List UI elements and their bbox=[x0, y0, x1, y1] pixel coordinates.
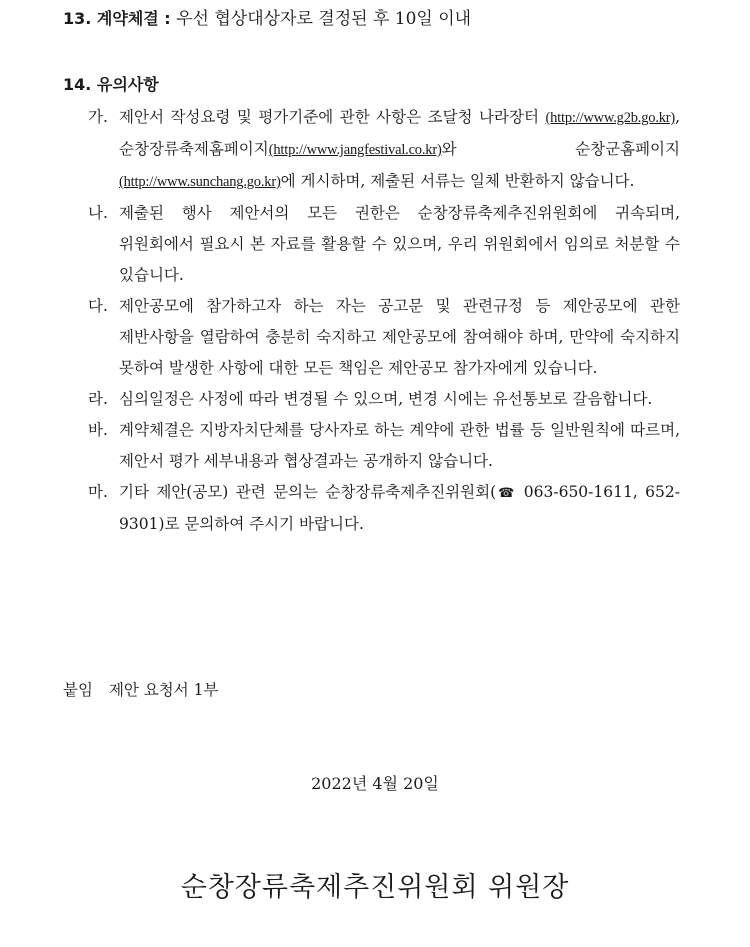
item-text: 제안서 작성요령 및 평가기준에 관한 사항은 조달청 나라장터 bbox=[119, 108, 539, 126]
section-13-text: 우선 협상대상자로 결정된 후 10일 이내 bbox=[176, 9, 472, 29]
item-text: , 순창장류축제홈페이지 bbox=[119, 108, 680, 158]
item-body bbox=[119, 102, 680, 198]
attachment-text: 제안 요청서 1부 bbox=[108, 681, 219, 699]
item-body bbox=[119, 477, 680, 540]
sunchang-link[interactable]: (http://www.sunchang.go.kr) bbox=[119, 174, 281, 190]
item-body: 심의일정은 사정에 따라 변경될 수 있으며, 변경 시에는 유선통보로 갈음합니다. bbox=[119, 390, 653, 408]
jangfestival-link[interactable]: (http://www.jangfestival.co.kr) bbox=[268, 142, 442, 158]
item-marker: 마. bbox=[88, 483, 108, 501]
section-14-heading: 14. 유의사항 bbox=[63, 75, 159, 94]
precaution-item-da bbox=[88, 291, 680, 384]
item-marker: 가. bbox=[88, 108, 108, 126]
item-marker: 라. bbox=[88, 390, 108, 408]
attachment-label: 붙임 bbox=[63, 681, 93, 699]
phone-icon: ☎ bbox=[498, 486, 515, 501]
attachment-line bbox=[63, 675, 219, 706]
precaution-item-ba bbox=[88, 415, 680, 477]
item-text: 에 게시하며, 제출된 서류는 일체 반환하지 않습니다. bbox=[280, 172, 635, 190]
item-marker: 나. bbox=[88, 204, 108, 222]
item-body: 제안공모에 참가하고자 하는 자는 공고문 및 관련규정 등 제안공모에 관한 제반사항을 열람하여 충분히 숙지하고 제안공모에 참여해야 하며, 만약에 숙지하지 못하여 발생한 사항에 대한 모든 책임은 제안공모 참가자에게 있습니다. bbox=[119, 297, 680, 377]
item-marker: 다. bbox=[88, 297, 108, 315]
section-13-heading: 13. 계약체결 : bbox=[63, 9, 171, 28]
section-13-contract bbox=[63, 6, 471, 32]
item-text: 063-650-1611, 652-9301)로 문의하여 주시기 바랍니다. bbox=[119, 483, 680, 533]
item-body: 계약체결은 지방자치단체를 당사자로 하는 계약에 관한 법률 등 일반원칙에 따르며, 제안서 평가 세부내용과 협상결과는 공개하지 않습니다. bbox=[119, 421, 680, 470]
precaution-item-ga bbox=[88, 102, 680, 198]
precaution-item-ma bbox=[88, 477, 680, 540]
item-body: 제출된 행사 제안서의 모든 권한은 순창장류축제추진위원회에 귀속되며, 위원회에서 필요시 본 자료를 활용할 수 있으며, 우리 위원회에서 임의로 처분할 수 있습니다. bbox=[119, 204, 680, 284]
g2b-link[interactable]: (http://www.g2b.go.kr) bbox=[545, 110, 676, 126]
precaution-item-ra bbox=[88, 384, 680, 415]
signature-line: 순창장류축제추진위원회 위원장 bbox=[180, 872, 570, 903]
document-date: 2022년 4월 20일 bbox=[311, 774, 439, 793]
precaution-item-na bbox=[88, 198, 680, 291]
item-text: 와 순창군홈페이지 bbox=[441, 140, 680, 158]
precautions-list bbox=[88, 102, 680, 540]
item-marker: 바. bbox=[88, 421, 108, 439]
item-text: 기타 제안(공모) 관련 문의는 순창장류축제추진위원회( bbox=[119, 483, 497, 501]
